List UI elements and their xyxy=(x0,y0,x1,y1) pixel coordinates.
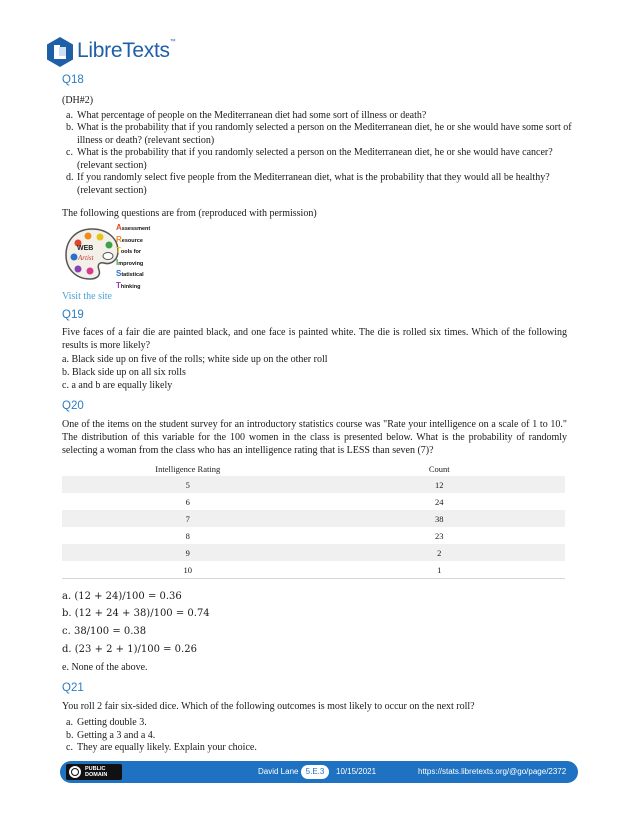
list-item: c. They are equally likely. Explain your choice. xyxy=(66,742,257,753)
table-cell: 23 xyxy=(435,530,444,541)
libretexts-logo-icon xyxy=(45,36,75,68)
q19-option: b. Black side up on all six rolls xyxy=(62,367,186,378)
q18-list xyxy=(66,110,576,197)
table-cell: 10 xyxy=(62,561,314,579)
table-cell: 7 xyxy=(62,510,314,527)
brand-name: LibreTexts™ xyxy=(77,39,176,62)
web-label: WEB xyxy=(77,245,94,252)
table-row xyxy=(62,510,565,527)
column-header: Count xyxy=(428,463,450,474)
acronym-line: Tools for xyxy=(116,246,142,255)
acronym-line: Resource xyxy=(116,234,143,244)
table-cell: 1 xyxy=(314,561,566,579)
public-domain-badge[interactable] xyxy=(66,764,122,780)
table-cell: 12 xyxy=(314,476,566,493)
footer-author: David Lane xyxy=(258,767,299,776)
table-row xyxy=(62,544,565,561)
table-row xyxy=(62,476,565,493)
distribution-table xyxy=(62,461,565,579)
table-row xyxy=(62,561,565,579)
table-cell: 2 xyxy=(314,544,566,561)
license-label: PUBLIC DOMAIN xyxy=(85,766,108,778)
table-cell: 6 xyxy=(185,496,190,507)
q19-heading: Q19 xyxy=(62,309,84,321)
table-header-row xyxy=(62,461,565,476)
q19-option: c. a and b are equally likely xyxy=(62,380,173,391)
list-item: a. What percentage of people on the Mediterranean diet had some sort of illness or death? xyxy=(66,110,427,121)
list-item: a. Getting double 3. xyxy=(66,717,147,728)
list-item: c. What is the probability that if you randomly selected a person on the Mediterranean diet, he or she would have cancer? (relevant section) xyxy=(66,147,553,171)
q18-source: (DH#2) xyxy=(62,95,94,106)
q19-option: a. Black side up on five of the rolls; white side up on the other roll xyxy=(62,354,328,365)
q21-body: You roll 2 fair six-sided dice. Which of the following outcomes is most likely to occur on the next roll? xyxy=(62,701,475,712)
table-cell: 5 xyxy=(62,476,314,493)
permission-text: The following questions are from (reproduced with permission) xyxy=(62,208,317,219)
table-cell: 38 xyxy=(314,510,566,527)
q20-answer: a. (12 + 24)/100 = 0.36 xyxy=(62,591,182,602)
q20-heading: Q20 xyxy=(62,400,84,412)
artist-label: Artist xyxy=(78,254,94,262)
q21-list xyxy=(66,717,576,755)
section-badge: 5.E.3 xyxy=(301,765,329,779)
q20-answer: d. (23 + 2 + 1)/100 = 0.26 xyxy=(62,644,197,655)
q18-heading: Q18 xyxy=(62,74,84,86)
q19-body: Five faces of a fair die are painted black, and one face is painted white. The die is rolled six times. Which of the following results is more likely? xyxy=(62,327,567,351)
q20-body: One of the items on the student survey for an introductory statistics course was "Rate your intelligence on a scale of 1 to 10." The distribution of this variable for the 100 women in the class is presented below. What is the probability of randomly selecting a woman from the class who has an intelligence rating that is LESS than seven (7)? xyxy=(62,419,567,456)
acronym-line: Improving xyxy=(116,257,144,267)
acronym-line: Assessment xyxy=(116,223,151,232)
q20-answer: b. (12 + 24 + 38)/100 = 0.74 xyxy=(62,608,210,619)
table-cell: 9 xyxy=(62,544,314,561)
q20-answer: c. 38/100 = 0.38 xyxy=(62,626,147,637)
q20-answer: e. None of the above. xyxy=(62,662,148,673)
visit-site-link[interactable]: Visit the site xyxy=(62,291,112,302)
table-row xyxy=(62,527,565,544)
paint-palette-icon xyxy=(64,225,120,281)
table-cell: 8 xyxy=(185,530,190,541)
q21-heading: Q21 xyxy=(62,682,84,694)
list-item: b. What is the probability that if you randomly selected a person on the Mediterranean diet, he or she would have some sort of illness or death? (relevant section) xyxy=(66,122,572,146)
footer-url[interactable]: https://stats.libretexts.org/@go/page/2372 xyxy=(418,767,567,776)
list-item: d. If you randomly select five people from the Mediterranean diet, what is the probability that they would all be healthy? (relevant section) xyxy=(66,172,550,196)
public-domain-icon xyxy=(69,766,81,778)
artist-logo xyxy=(64,223,154,290)
artist-acronym xyxy=(116,223,150,292)
acronym-line: Thinking xyxy=(116,280,141,290)
list-item: b. Getting a 3 and a 4. xyxy=(66,729,156,741)
footer-date: 10/15/2021 xyxy=(336,767,377,776)
trademark: ™ xyxy=(169,39,176,45)
table-cell: 24 xyxy=(435,496,444,507)
acronym-line: Statistical xyxy=(116,269,144,278)
column-header: Intelligence Rating xyxy=(155,463,221,474)
page-footer xyxy=(60,761,578,783)
table-row xyxy=(62,493,565,510)
